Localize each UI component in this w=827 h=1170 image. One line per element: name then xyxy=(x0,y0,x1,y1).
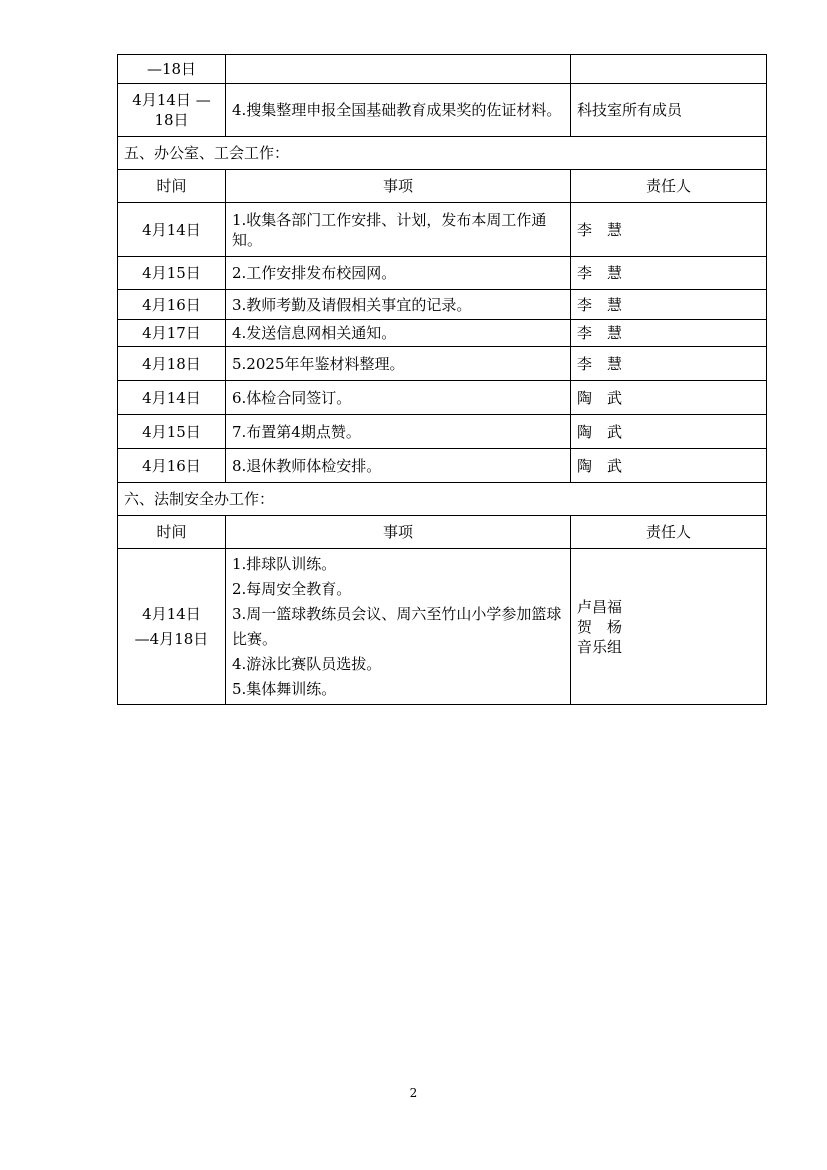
person-cell xyxy=(571,549,767,705)
item-cell: 2.工作安排发布校园网。 xyxy=(226,257,571,290)
table-row xyxy=(118,55,767,84)
time-cell: —18日 xyxy=(118,55,226,84)
item-cell: 3.教师考勤及请假相关事宜的记录。 xyxy=(226,290,571,320)
time-cell: 4月14日 xyxy=(118,381,226,415)
item-line: 1.排球队训练。 xyxy=(232,554,337,573)
item-cell: 8.退休教师体检安排。 xyxy=(226,449,571,483)
section-row xyxy=(118,137,767,170)
section-row xyxy=(118,483,767,516)
person-cell: 陶 武 xyxy=(571,415,767,449)
table-row xyxy=(118,320,767,347)
item-cell: 6.体检合同签订。 xyxy=(226,381,571,415)
table-row xyxy=(118,84,767,137)
person-line: 卢昌福 xyxy=(577,597,623,616)
item-cell: 1.收集各部门工作安排、计划，发布本周工作通知。 xyxy=(226,203,571,257)
time-cell: 4月16日 xyxy=(118,449,226,483)
time-line: 4月14日 xyxy=(142,604,201,623)
item-cell xyxy=(226,549,571,705)
section-title: 五、办公室、工会工作： xyxy=(118,137,767,170)
person-cell: 李 慧 xyxy=(571,203,767,257)
schedule-table xyxy=(117,54,767,705)
time-cell xyxy=(118,549,226,705)
table-row xyxy=(118,257,767,290)
person-line: 贺 杨 xyxy=(577,617,623,636)
table-row xyxy=(118,415,767,449)
item-line: 2.每周安全教育。 xyxy=(232,579,352,598)
time-cell: 4月14日 —18日 xyxy=(118,84,226,137)
table-row xyxy=(118,290,767,320)
header-time: 时间 xyxy=(118,516,226,549)
header-row xyxy=(118,170,767,203)
item-line: 3.周一篮球教练员会议、周六至竹山小学参加篮球比赛。 xyxy=(232,604,562,648)
person-cell: 李 慧 xyxy=(571,320,767,347)
table-row xyxy=(118,203,767,257)
person-cell: 陶 武 xyxy=(571,449,767,483)
page-number: 2 xyxy=(409,1086,418,1100)
time-cell: 4月15日 xyxy=(118,415,226,449)
item-cell: 4.搜集整理申报全国基础教育成果奖的佐证材料。 xyxy=(226,84,571,137)
time-cell: 4月15日 xyxy=(118,257,226,290)
header-item: 事项 xyxy=(226,170,571,203)
time-cell: 4月18日 xyxy=(118,347,226,381)
time-cell: 4月16日 xyxy=(118,290,226,320)
person-line: 音乐组 xyxy=(577,637,623,656)
section-title: 六、法制安全办工作： xyxy=(118,483,767,516)
person-cell: 李 慧 xyxy=(571,290,767,320)
item-line: 4.游泳比赛队员选拔。 xyxy=(232,654,382,673)
item-cell: 4.发送信息网相关通知。 xyxy=(226,320,571,347)
header-row xyxy=(118,516,767,549)
person-cell xyxy=(571,55,767,84)
table-row xyxy=(118,381,767,415)
header-time: 时间 xyxy=(118,170,226,203)
time-cell: 4月17日 xyxy=(118,320,226,347)
item-line: 5.集体舞训练。 xyxy=(232,679,337,698)
person-cell: 陶 武 xyxy=(571,381,767,415)
table-row xyxy=(118,549,767,705)
table-row xyxy=(118,347,767,381)
person-cell: 李 慧 xyxy=(571,257,767,290)
item-cell: 5.2025年年鉴材料整理。 xyxy=(226,347,571,381)
time-cell: 4月14日 xyxy=(118,203,226,257)
table-row xyxy=(118,449,767,483)
person-cell: 科技室所有成员 xyxy=(571,84,767,137)
header-item: 事项 xyxy=(226,516,571,549)
header-person: 责任人 xyxy=(571,170,767,203)
person-cell: 李 慧 xyxy=(571,347,767,381)
item-cell: 7.布置第4期点赞。 xyxy=(226,415,571,449)
time-line: —4月18日 xyxy=(134,629,209,648)
item-cell xyxy=(226,55,571,84)
header-person: 责任人 xyxy=(571,516,767,549)
